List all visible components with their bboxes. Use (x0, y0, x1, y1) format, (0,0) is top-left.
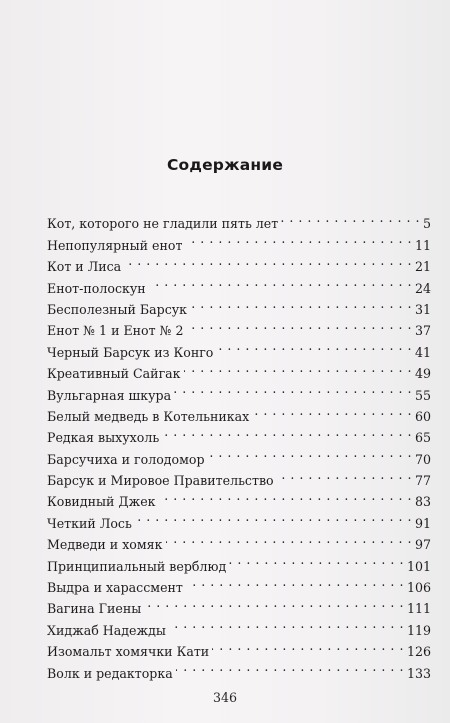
toc-entry-page: 91 (414, 515, 431, 531)
dot-leader (186, 571, 404, 592)
dot-leader (169, 613, 404, 634)
page-number: 346 (212, 690, 238, 705)
toc-entry-page: 11 (414, 237, 431, 253)
toc-entry-title: Белый медведь в Котельниках (47, 408, 250, 424)
toc-entry-page: 55 (414, 387, 431, 403)
toc-entry (47, 207, 431, 232)
dot-leader (149, 271, 412, 292)
dot-leader (190, 293, 412, 314)
toc-entry-page: 21 (414, 259, 431, 275)
toc-entry-title: Барсук и Мировое Правительство (47, 473, 274, 489)
toc-entry-title: Черный Барсук из Конго (47, 344, 214, 360)
dot-leader (184, 357, 412, 378)
dot-leader (124, 250, 412, 271)
dot-leader (162, 421, 412, 442)
toc-entry-page: 60 (414, 408, 431, 424)
toc-entry-page: 97 (414, 537, 431, 553)
toc-entry-page: 126 (406, 644, 431, 660)
toc-entry-title: Изомальт хомячки Кати (47, 644, 210, 660)
toc-entry-title: Креативный Сайгак (47, 366, 181, 382)
toc-entry-title: Хиджаб Надежды (47, 622, 166, 638)
dot-leader (277, 464, 412, 485)
toc-entry-title: Принципиальный верблюд (47, 558, 227, 574)
toc-entry-page: 119 (406, 622, 431, 638)
dot-leader (208, 442, 412, 463)
dot-leader (176, 656, 404, 677)
dot-leader (144, 592, 404, 613)
toc-entry-page: 83 (414, 494, 431, 510)
dot-leader (212, 635, 404, 656)
toc-entry-page: 70 (414, 451, 431, 467)
toc-entry-title: Вагина Гиены (47, 601, 142, 617)
toc-entry-page: 49 (414, 366, 431, 382)
toc-entry-title: Бесполезный Барсук (47, 301, 188, 317)
toc-entry-title: Медведи и хомяк (47, 537, 163, 553)
dot-leader (216, 335, 412, 356)
toc-entry-page: 31 (414, 301, 431, 317)
toc-entry-title: Волк и редакторка (47, 665, 173, 681)
toc-entry-title: Четкий Лось (47, 515, 132, 531)
dot-leader (252, 400, 412, 421)
toc-entry-title: Енот-полоскун (47, 280, 146, 296)
toc-entry-title: Выдра и харассмент (47, 580, 183, 596)
dot-leader (187, 314, 412, 335)
toc-entry-title: Редкая выхухоль (47, 430, 160, 446)
toc-entry-title: Вульгарная шкура (47, 387, 172, 403)
dot-leader (229, 549, 404, 570)
dot-leader (159, 485, 412, 506)
dot-leader (174, 378, 412, 399)
dot-leader (281, 207, 420, 228)
toc-entry-title: Кот и Лиса (47, 259, 122, 275)
toc-entry-page: 37 (414, 323, 431, 339)
toc-entry-page: 101 (406, 558, 431, 574)
toc-entry-title: Непопулярный енот (47, 237, 183, 253)
toc-entry-title: Кот, которого не гладили пять лет (47, 216, 279, 232)
toc-entry-title: Ковидный Джек (47, 494, 156, 510)
table-of-contents (47, 207, 431, 681)
toc-entry-page: 111 (406, 601, 431, 617)
toc-entry-page: 41 (414, 344, 431, 360)
toc-heading: Содержание (166, 156, 284, 174)
dot-leader (166, 528, 412, 549)
dot-leader (135, 506, 412, 527)
toc-entry-page: 5 (422, 216, 431, 232)
toc-entry-page: 133 (406, 665, 431, 681)
toc-entry-page: 24 (414, 280, 431, 296)
toc-entry-page: 77 (414, 473, 431, 489)
dot-leader (185, 228, 412, 249)
toc-entry-title: Енот № 1 и Енот № 2 (47, 323, 184, 339)
toc-entry-page: 65 (414, 430, 431, 446)
toc-entry-title: Барсучиха и голодомор (47, 451, 205, 467)
toc-entry-page: 106 (406, 580, 431, 596)
